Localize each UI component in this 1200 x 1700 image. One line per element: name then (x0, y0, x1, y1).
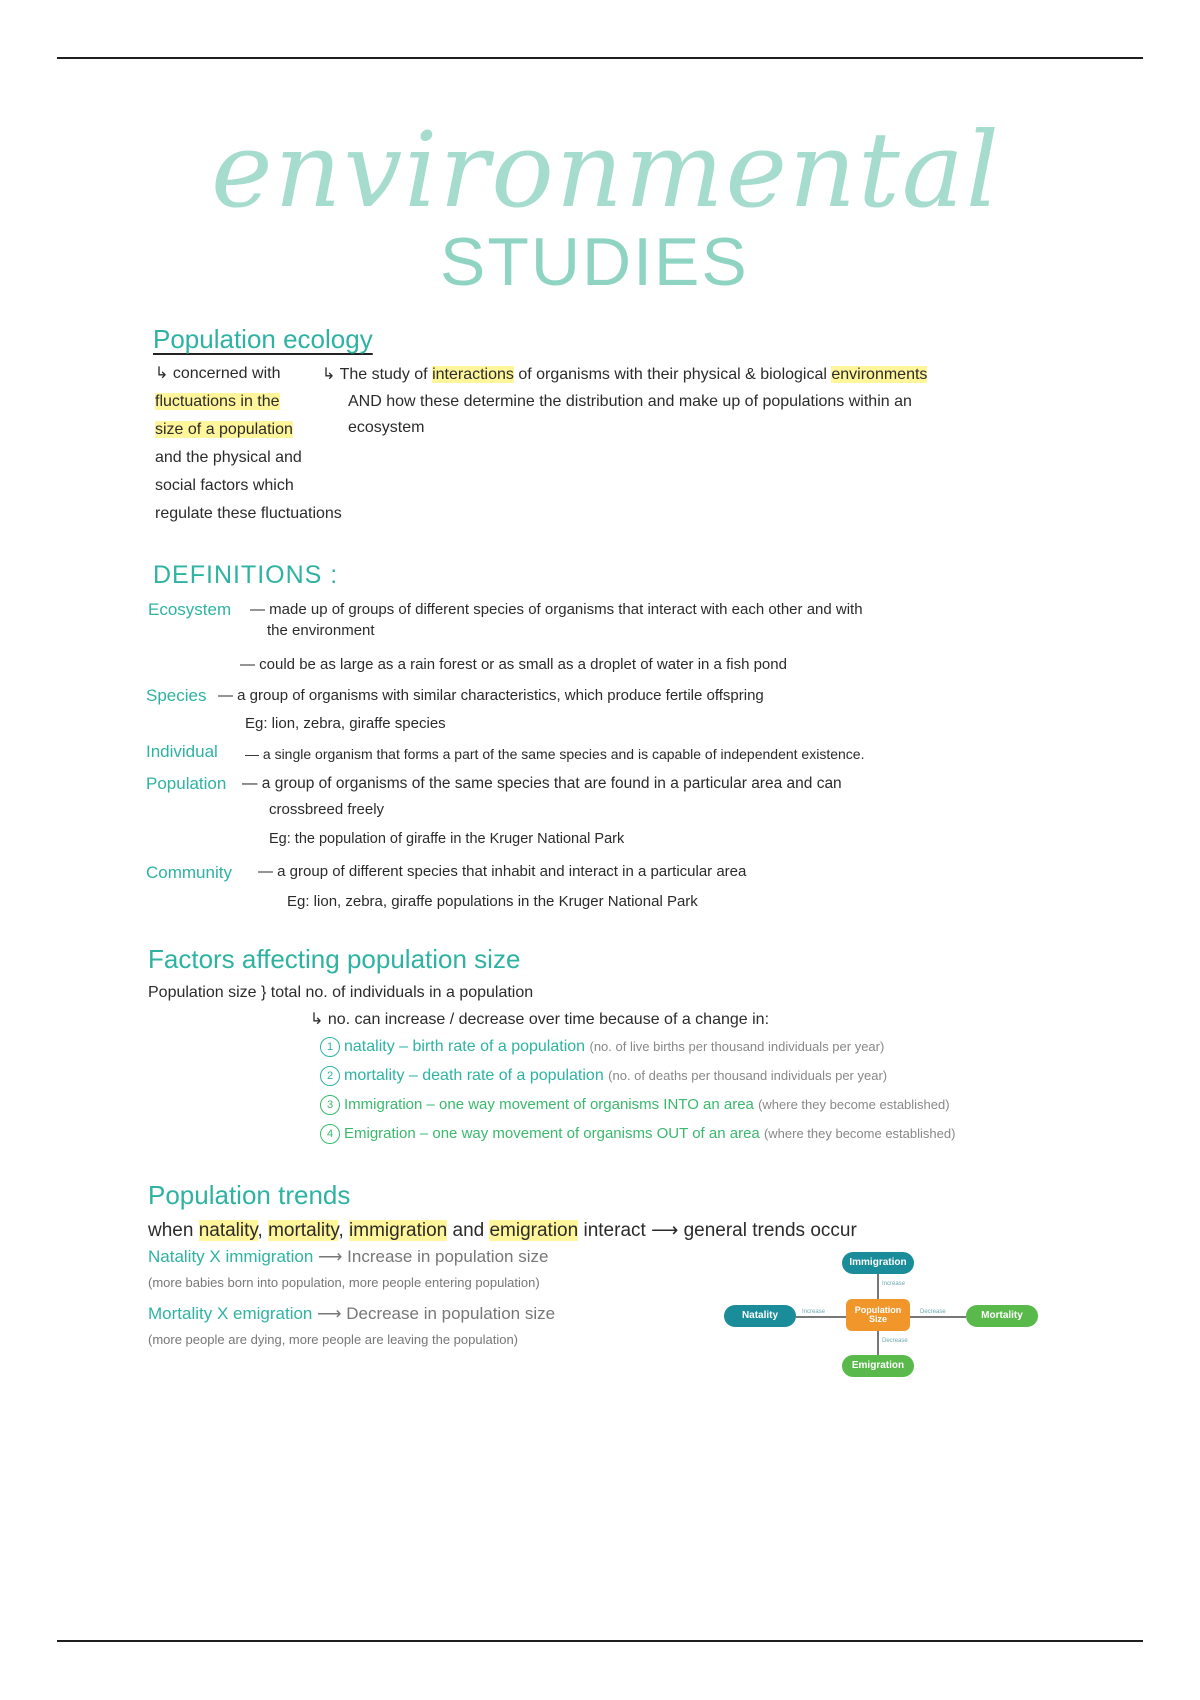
decrease-note: (more people are dying, more people are leaving the population) (148, 1332, 519, 1347)
highlight: interactions (432, 366, 514, 383)
highlight: size of a population (155, 421, 293, 438)
term-population: Population (146, 774, 227, 793)
factor-emigration (320, 1124, 955, 1144)
ecosystem-def-1: — made up of groups of different species of organisms that interact with each other and with (250, 601, 863, 618)
arrow-natality-to-population (796, 1316, 846, 1318)
factor-desc: (no. of deaths per thousand individuals per year) (608, 1068, 888, 1083)
term-individual: Individual (146, 742, 218, 761)
decrease-result: ⟶ Decrease in population size (312, 1304, 556, 1323)
node-emigration: Emigration (842, 1355, 914, 1377)
community-def: — a group of different species that inhabit and interact in a particular area (258, 863, 747, 880)
population-diagram (720, 1250, 1040, 1385)
note-line: social factors which (155, 477, 294, 494)
population-example: Eg: the population of giraffe in the Kruger National Park (269, 831, 625, 847)
population-size-line: Population size } total no. of individuals in a population (148, 984, 534, 1001)
arrow-icon: ↳ (322, 366, 336, 383)
title-script: environmental (210, 109, 1002, 231)
factor-desc: (where they become established) (758, 1097, 950, 1112)
edge-label-increase: Increase (882, 1281, 906, 1287)
edge-label-decrease: Decrease (920, 1309, 946, 1315)
community-example: Eg: lion, zebra, giraffe populations in the Kruger National Park (287, 893, 698, 910)
title-block: STUDIES (440, 224, 749, 300)
edge-label-decrease: Decrease (882, 1338, 908, 1344)
note-line: and the physical and (155, 449, 302, 466)
factor-label: mortality – death rate of a population (344, 1067, 604, 1084)
term-species: Species (146, 686, 207, 705)
edge-label-increase: Increase (802, 1309, 826, 1315)
highlight: immigration (349, 1220, 448, 1241)
text: and (447, 1220, 490, 1241)
number-badge: 3 (320, 1095, 340, 1115)
term-ecosystem: Ecosystem (148, 600, 232, 619)
text: when (148, 1220, 199, 1241)
number-badge: 4 (320, 1124, 340, 1144)
definitions-heading: DEFINITIONS : (153, 561, 339, 589)
node-immigration: Immigration (842, 1252, 914, 1274)
decrease-terms: Mortality X emigration (148, 1304, 313, 1323)
highlight: fluctuations in the (155, 393, 280, 410)
text: interact ⟶ general trends occur (578, 1220, 857, 1241)
trends-line: when natality, mortality, immigration and emigration interact ⟶ general trends occur (148, 1220, 857, 1241)
highlight: mortality (268, 1220, 339, 1241)
change-line: ↳ no. can increase / decrease over time because of a change in: (310, 1011, 770, 1028)
factor-natality (320, 1037, 884, 1057)
population-def-2: crossbreed freely (269, 801, 385, 818)
note-line (155, 416, 345, 444)
factor-mortality (320, 1066, 887, 1086)
ecosystem-def-3: — could be as large as a rain forest or as small as a droplet of water in a fish pond (240, 656, 787, 673)
definition-line-3: ecosystem (348, 419, 425, 436)
node-natality: Natality (724, 1305, 796, 1327)
increase-note: (more babies born into population, more people entering population) (148, 1275, 540, 1290)
highlight: emigration (489, 1220, 579, 1241)
trends-heading: Population trends (148, 1180, 351, 1210)
decrease-line (148, 1302, 555, 1327)
definition-line-1 (322, 363, 927, 386)
highlight: natality (198, 1220, 258, 1241)
node-population-size: Population Size (846, 1299, 910, 1331)
text: of organisms with their physical & biological (513, 366, 832, 383)
factors-heading: Factors affecting population size (148, 944, 521, 974)
increase-terms: Natality X immigration (148, 1247, 314, 1266)
factor-immigration (320, 1095, 950, 1115)
arrow-immigration-to-population (877, 1274, 879, 1299)
note-line: regulate these fluctuations (155, 505, 342, 522)
population-ecology-heading: Population ecology (153, 324, 373, 354)
factor-label: Emigration – one way movement of organisms OUT of an area (344, 1125, 760, 1142)
factor-desc: (no. of live births per thousand individuals per year) (589, 1039, 885, 1054)
term-community: Community (146, 863, 232, 882)
ecosystem-def-2: the environment (267, 622, 375, 639)
factor-label: natality – birth rate of a population (344, 1038, 586, 1055)
individual-def: — a single organism that forms a part of the same species and is capable of independent existence. (245, 746, 865, 762)
top-rule (57, 57, 1143, 59)
factor-desc: (where they become established) (763, 1126, 956, 1141)
node-mortality: Mortality (966, 1305, 1038, 1327)
highlight: environments (831, 366, 928, 383)
definition-line-2: AND how these determine the distribution and make up of populations within an (348, 393, 912, 410)
arrow-population-to-emigration (877, 1331, 879, 1355)
note-line (155, 388, 345, 416)
species-example: Eg: lion, zebra, giraffe species (245, 715, 446, 732)
species-def: — a group of organisms with similar characteristics, which produce fertile offspring (218, 687, 764, 704)
bottom-rule (57, 1640, 1143, 1642)
population-ecology-notes (155, 360, 345, 528)
factor-label: Immigration – one way movement of organisms INTO an area (344, 1096, 754, 1113)
number-badge: 1 (320, 1037, 340, 1057)
arrow-population-to-mortality (910, 1316, 966, 1318)
note-line: ↳ concerned with (155, 365, 281, 382)
increase-result: ⟶ Increase in population size (313, 1247, 549, 1266)
number-badge: 2 (320, 1066, 340, 1086)
increase-line (148, 1245, 548, 1270)
text: The study of (339, 366, 433, 383)
population-def-1: — a group of organisms of the same species that are found in a particular area and can (242, 775, 842, 792)
